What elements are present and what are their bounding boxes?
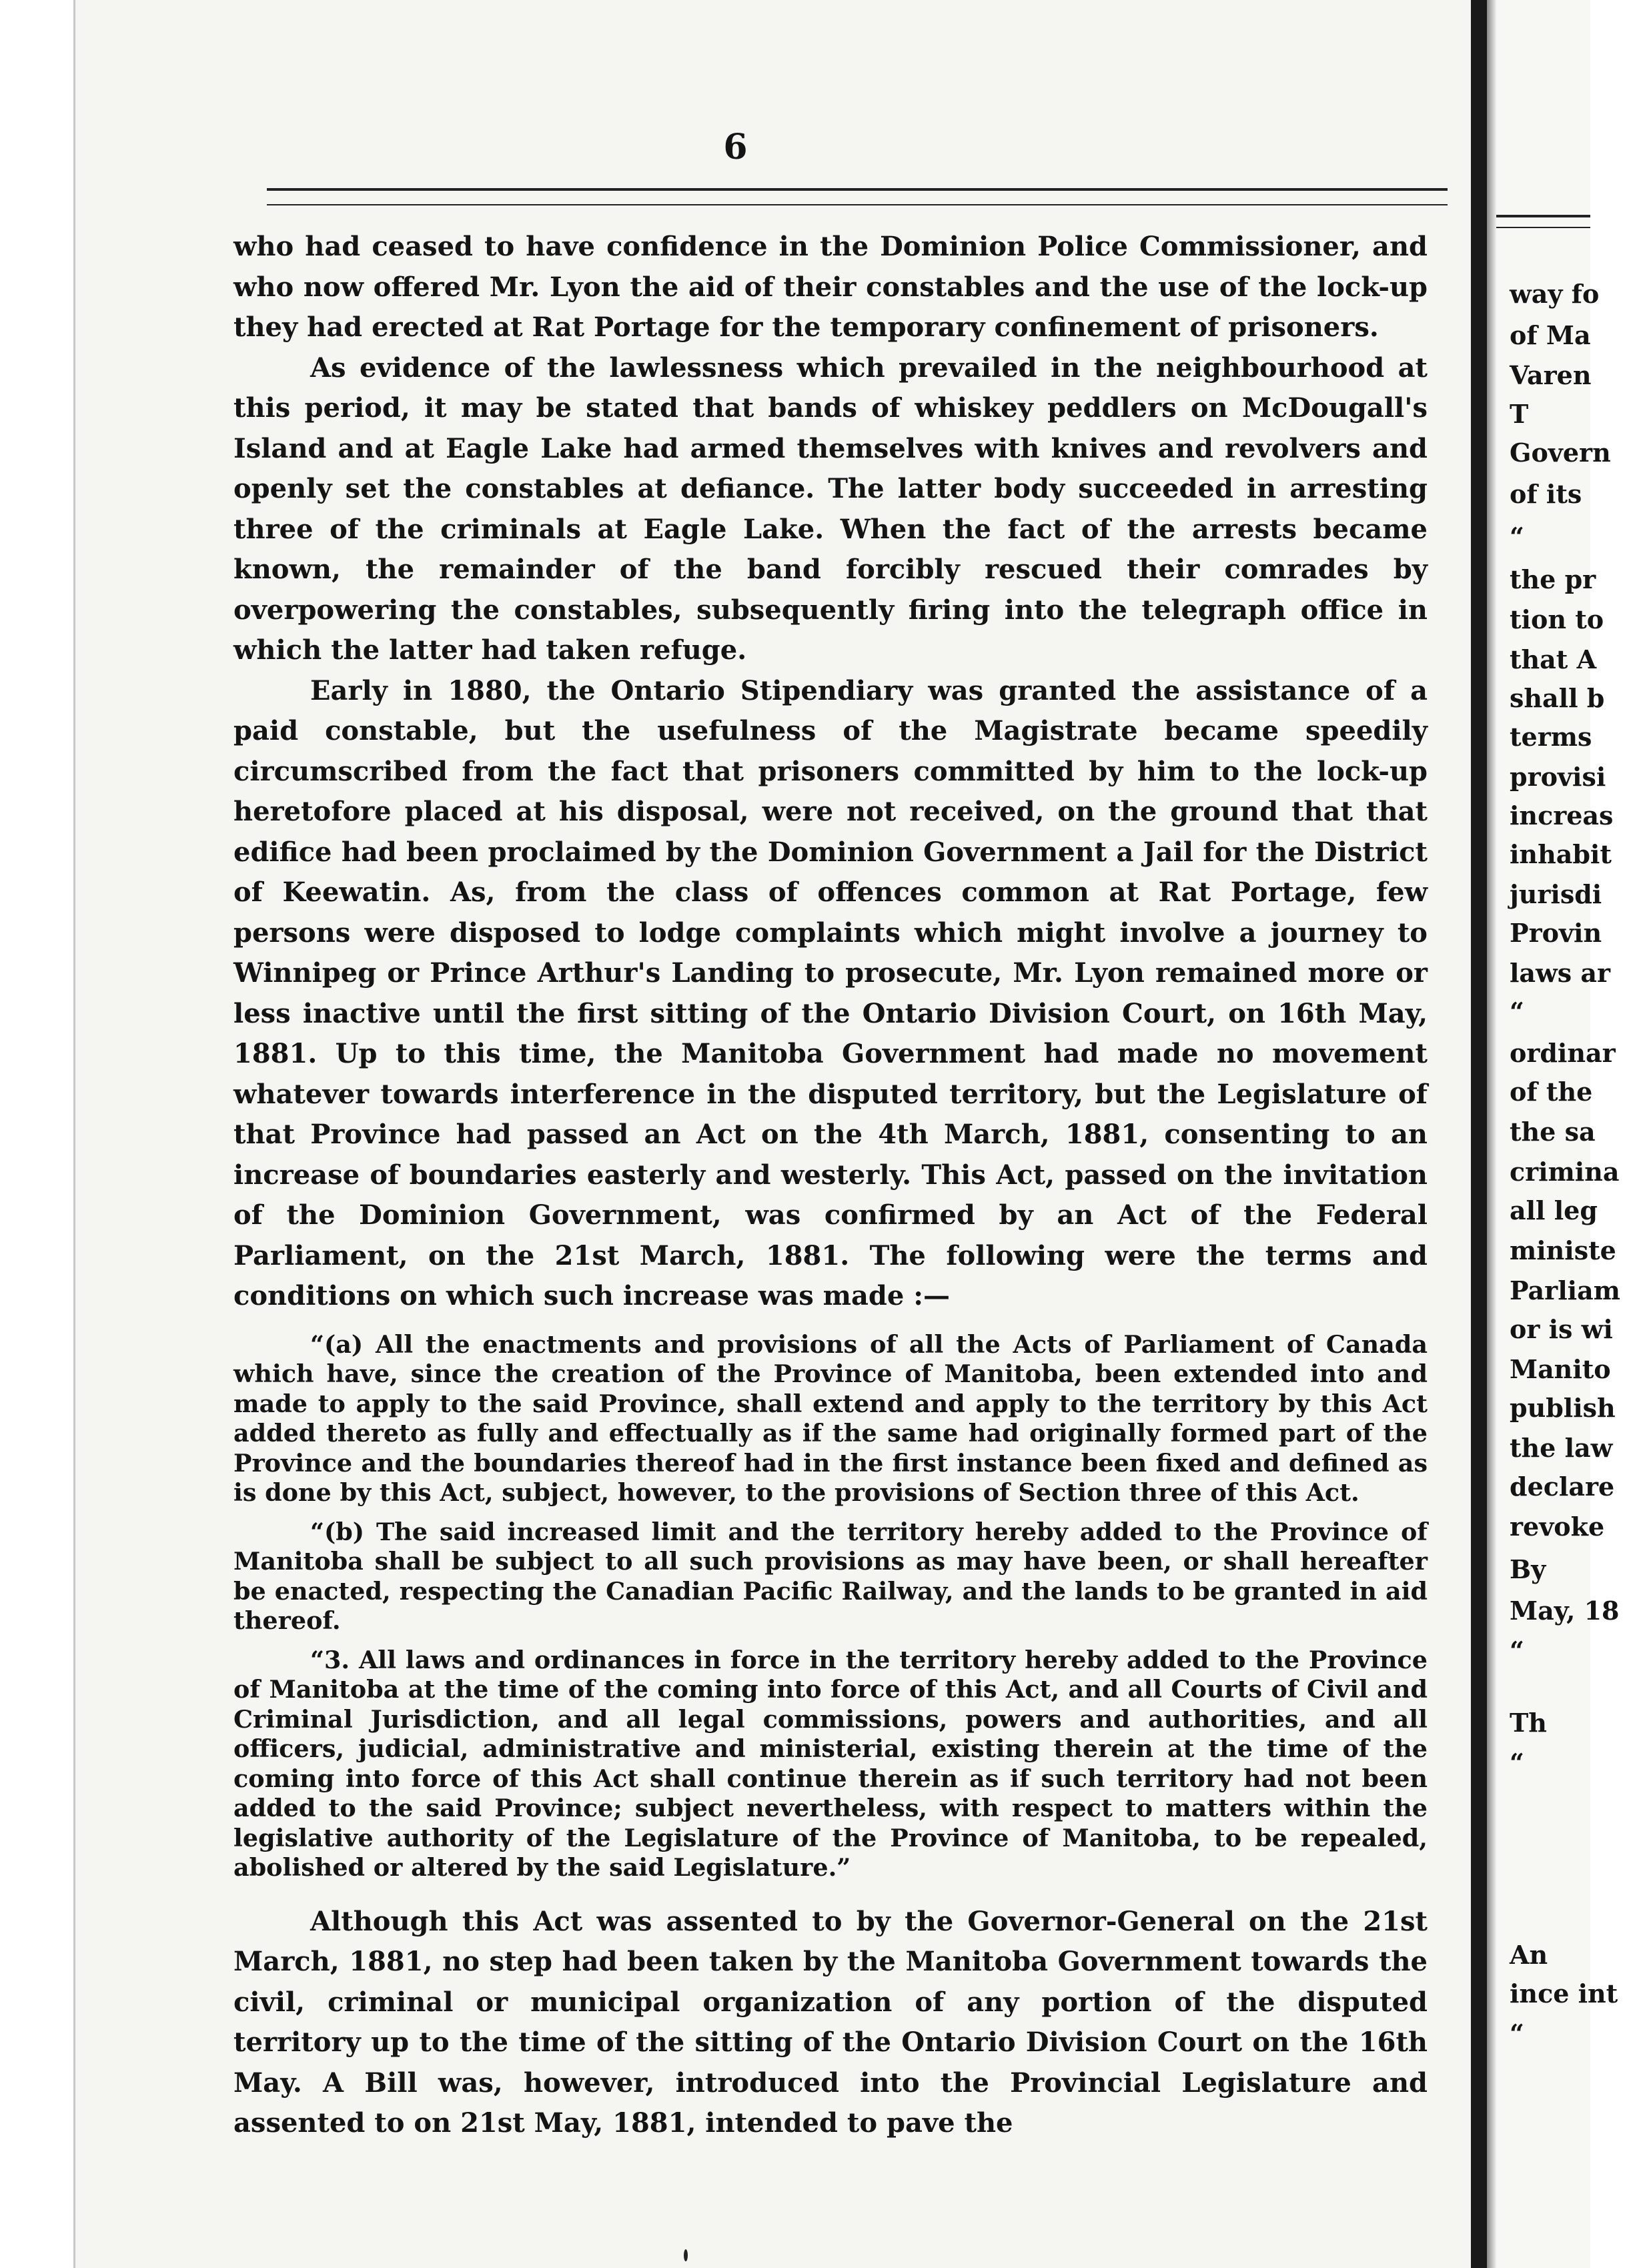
facing-page-line: ordinar [1510, 1038, 1616, 1068]
header-rule [267, 188, 1448, 205]
facing-page-line: Varen [1510, 360, 1592, 390]
facing-page-line: inhabit [1510, 839, 1612, 869]
facing-page-line: ince int [1510, 1978, 1618, 2009]
facing-page-line: the pr [1510, 564, 1596, 594]
facing-page-line: provisi [1510, 762, 1606, 792]
scan-speck [684, 2249, 688, 2261]
facing-page-line: way fo [1510, 279, 1600, 309]
page-number: 6 [723, 127, 748, 167]
paragraph: Although this Act was assented to by the Governor-General on the 21st March, 1881, no step had been taken by the Manitoba Government towards the civil, criminal or municipal organization of any portion of the disputed territory up to the time of the sitting of the Ontario Division Court on the 16th May. A Bill was, however, introduced into the Provincial Legislature and assented to on 21st May, 1881, intended to pave the [233, 1905, 1428, 2139]
facing-header-rule [1496, 215, 1590, 228]
book-gutter [1471, 0, 1487, 2268]
quoted-clause: “3. All laws and ordinances in force in the territory hereby added to the Province of Manitoba at the time of the coming into force of this Act, and all Courts of Civil and Criminal Jurisdiction, and all legal commissions, powers and authorities, and all officers, judicial, administrative and ministerial, existing therein at the time of the coming into force of this Act shall continue therein as if such territory had not been added to the said Province; subject nevertheless, with respect to matters within the legislative authority of the Legislature of the Province of Manitoba, to be repealed, abolished or altered by the said Legislature.” [233, 1645, 1428, 1882]
facing-page-line: crimina [1510, 1157, 1620, 1187]
facing-page-line: or is wi [1510, 1314, 1613, 1344]
facing-page-line: terms [1510, 722, 1592, 752]
facing-page-line: the law [1510, 1433, 1613, 1463]
facing-page-line: “ [1510, 1636, 1524, 1666]
facing-page-line: Th [1510, 1708, 1547, 1738]
facing-page-line: “ [1510, 522, 1524, 552]
facing-page-line: “ [1510, 997, 1524, 1027]
facing-page-line: publish [1510, 1393, 1616, 1423]
page-body [233, 227, 1428, 2144]
facing-page-line: ministe [1510, 1235, 1616, 1265]
facing-page-line: of its [1510, 479, 1582, 509]
facing-page-line: revoke [1510, 1512, 1605, 1542]
facing-page-line: jurisdi [1510, 879, 1602, 909]
facing-page-line: May, 18 [1510, 1596, 1620, 1626]
facing-page-line: tion to [1510, 604, 1604, 634]
quoted-clause: “(a) All the enactments and provisions of all the Acts of Parliament of Canada which have, since the creation of the Province of Manitoba, been extended into and made to apply to the said Province, shall extend and apply to the territory by this Act added thereto as fully and effectually as if the same had originally formed part of the Province and the boundaries thereof had in the first instance been fixed and defined as is done by this Act, subject, however, to the provisions of Section three of this Act. [233, 1329, 1428, 1507]
facing-page-fragment [1496, 0, 1620, 2268]
facing-page-line: of Ma [1510, 320, 1591, 350]
gutter-shadow [1487, 0, 1496, 2268]
facing-page-line: shall b [1510, 683, 1605, 713]
facing-page-line: of the [1510, 1077, 1593, 1107]
facing-page-line: all leg [1510, 1195, 1598, 1225]
facing-page-line: increas [1510, 800, 1614, 830]
facing-page-line: T [1510, 399, 1529, 429]
facing-page-line: declare [1510, 1472, 1615, 1502]
facing-page-line: Manito [1510, 1354, 1611, 1384]
facing-page-line: Provin [1510, 918, 1602, 948]
facing-page-line: Parliam [1510, 1275, 1620, 1305]
paragraph: Early in 1880, the Ontario Stipendiary was granted the assistance of a paid constable, but the usefulness of the Magistrate became speedily circumscribed from the fact that prisoners committed by him to the lock-up heretofore placed at his disposal, were not received, on the ground that that edifice had been proclaimed by the Dominion Government a Jail for the District of Keewatin. As, from the class of offences common at Rat Portage, few persons were disposed to lodge complaints which might involve a journey to Winnipeg or Prince Arthur's Landing to prosecute, Mr. Lyon remained more or less inactive until the first sitting of the Ontario Division Court, on 16th May, 1881. Up to this time, the Manitoba Government had made no movement whatever towards interference in the disputed territory, but the Legislature of that Province had passed an Act on the 4th March, 1881, consenting to an increase of boundaries easterly and westerly. This Act, passed on the invitation of the Dominion Government, was confirmed by an Act of the Federal Parliament, on the 21st March, 1881. The following were the terms and conditions on which such increase was made :— [233, 674, 1428, 1311]
facing-page-line: that A [1510, 644, 1597, 674]
paragraph: As evidence of the lawlessness which prevailed in the neighbourhood at this period, it may be stated that bands of whiskey peddlers on McDougall's Island and at Eagle Lake had armed themselves with knives and revolvers and openly set the constables at defiance. The latter body succeeded in arresting three of the criminals at Eagle Lake. When the fact of the arrests became known, the remainder of the band forcibly rescued their comrades by overpowering the constables, subsequently firing into the telegraph office in which the latter had taken refuge. [233, 352, 1428, 666]
facing-page-line: laws ar [1510, 958, 1611, 988]
facing-page-line: “ [1510, 2019, 1524, 2049]
facing-page-line: Govern [1510, 438, 1611, 468]
facing-page-line: “ [1510, 1748, 1524, 1778]
facing-page-line: the sa [1510, 1117, 1596, 1147]
quoted-clause: “(b) The said increased limit and the territory hereby added to the Province of Manitoba shall be subject to all such provisions as may have been, or shall hereafter be enacted, respecting the Canadian Pacific Railway, and the lands to be granted in aid thereof. [233, 1517, 1428, 1635]
paragraph: who had ceased to have confidence in the Dominion Police Commissioner, and who now offered Mr. Lyon the aid of their constables and the use of the lock-up they had erected at Rat Portage for the temporary confinement of prisoners. [233, 231, 1428, 343]
facing-page-line: An [1510, 1940, 1548, 1970]
facing-page-line: By [1510, 1554, 1546, 1584]
